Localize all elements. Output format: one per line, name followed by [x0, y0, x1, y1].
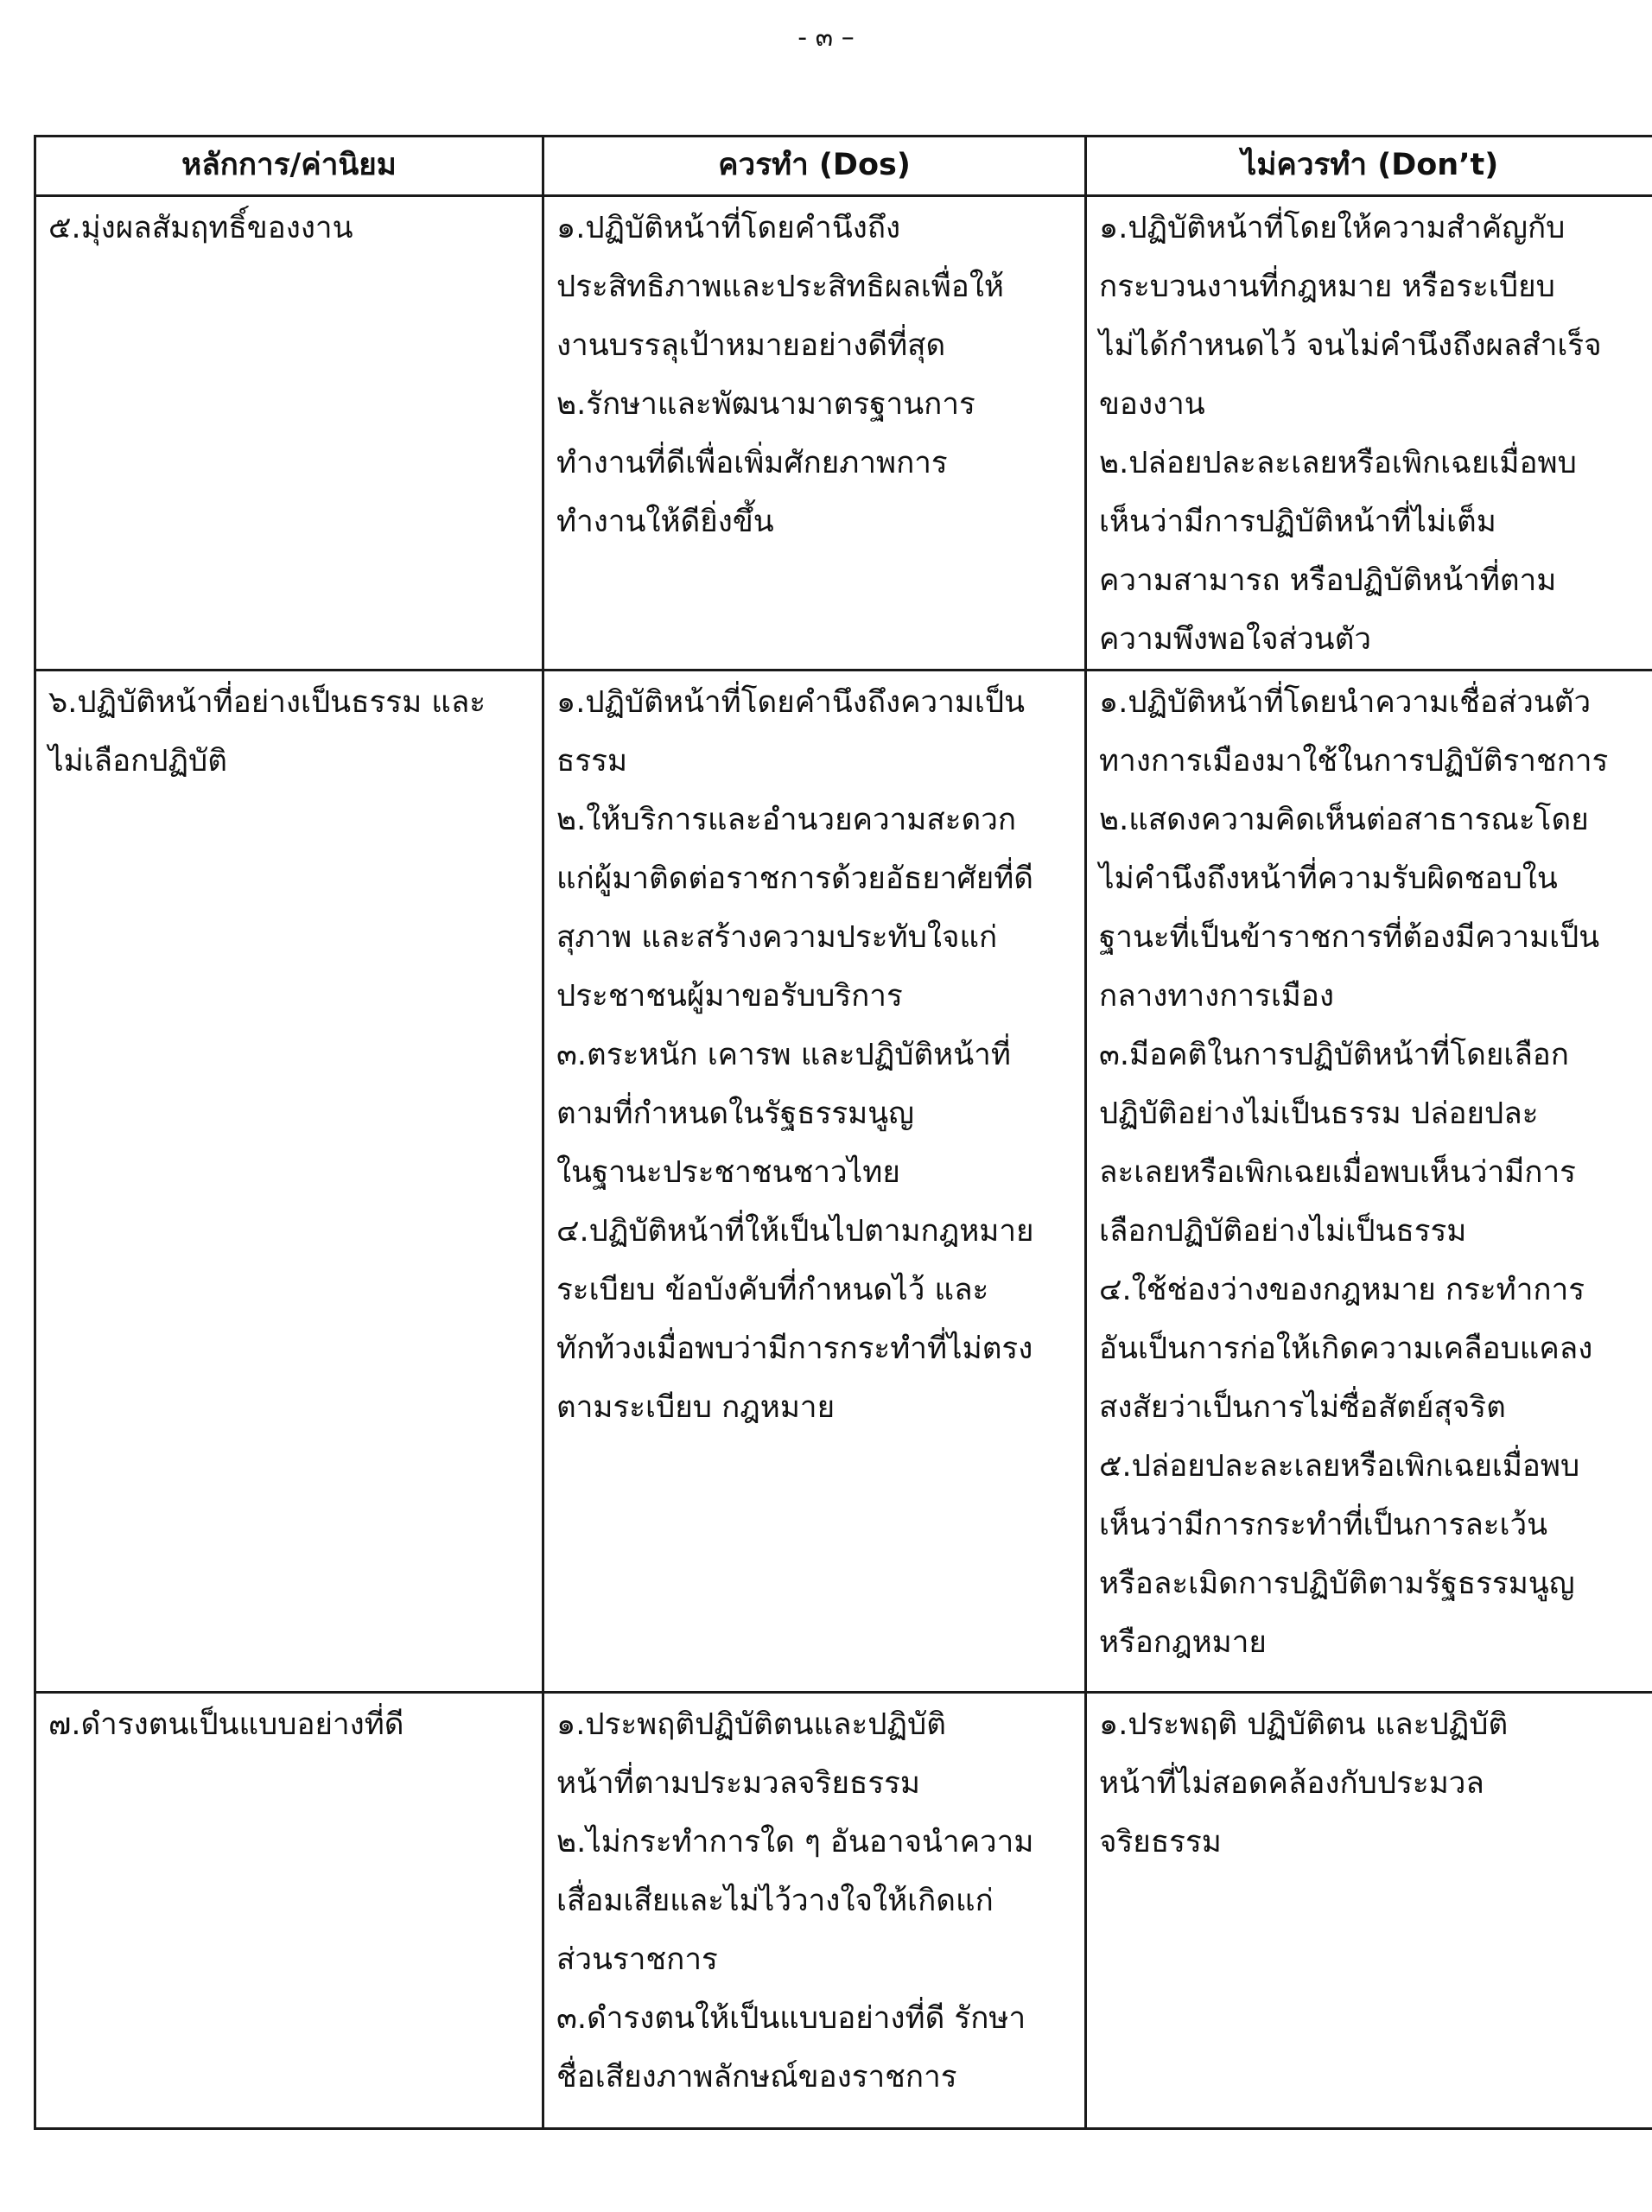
donts-line: กระบวนงานที่กฎหมาย หรือระเบียบ: [1099, 270, 1555, 304]
dos-line: ทักท้วงเมื่อพบว่ามีการกระทำที่ไม่ตรง: [556, 1332, 1033, 1366]
dos-line: ส่วนราชการ: [556, 1942, 718, 1977]
dos-line: ในฐานะประชาชนชาวไทย: [556, 1155, 900, 1190]
donts-line: สงสัยว่าเป็นการไม่ซื่อสัตย์สุจริต: [1099, 1390, 1506, 1425]
donts-line: ๑.ปฏิบัติหน้าที่โดยให้ความสำคัญกับ: [1099, 211, 1566, 245]
donts-cell: [1086, 1693, 1652, 2129]
dos-line: ๒.ให้บริการและอำนวยความสะดวก: [556, 803, 1017, 837]
donts-line: หน้าที่ไม่สอดคล้องกับประมวล: [1099, 1766, 1484, 1801]
dos-line: ตามที่กำหนดในรัฐธรรมนูญ: [556, 1096, 915, 1131]
donts-line: เห็นว่ามีการปฏิบัติหน้าที่ไม่เต็ม: [1099, 505, 1496, 539]
dos-line: ทำงานให้ดียิ่งขึ้น: [556, 505, 774, 539]
donts-cell: [1086, 671, 1652, 1693]
dos-line: ๒.ไม่กระทำการใด ๆ อันอาจนำความ: [556, 1825, 1034, 1859]
dos-cell: [543, 1693, 1086, 2129]
dos-line: ประชาชนผู้มาขอรับบริการ: [556, 979, 903, 1014]
donts-line: จริยธรรม: [1099, 1825, 1222, 1859]
donts-line: ปฏิบัติอย่างไม่เป็นธรรม ปล่อยปละ: [1099, 1096, 1539, 1131]
donts-line: ๑.ปฏิบัติหน้าที่โดยนำความเชื่อส่วนตัว: [1099, 685, 1592, 720]
donts-line: หรือละเมิดการปฏิบัติตามรัฐธรรมนูญ: [1099, 1567, 1575, 1601]
principle-cell: [35, 196, 543, 671]
donts-line: ของงาน: [1099, 387, 1205, 422]
principle-cell: [35, 671, 543, 1693]
principle-line: ๗.ดำรงตนเป็นแบบอย่างที่ดี: [48, 1707, 404, 1742]
donts-line: หรือกฎหมาย: [1099, 1625, 1267, 1660]
dos-line: ๑.ปฏิบัติหน้าที่โดยคำนึงถึงความเป็น: [556, 685, 1026, 720]
donts-line: เลือกปฏิบัติอย่างไม่เป็นธรรม: [1099, 1214, 1467, 1249]
dos-line: ๓.ดำรงตนให้เป็นแบบอย่างที่ดี รักษา: [556, 2001, 1026, 2036]
principle-line: ๕.มุ่งผลสัมฤทธิ์ของงาน: [48, 211, 353, 245]
dos-cell: [543, 671, 1086, 1693]
dos-line: ๑.ปฏิบัติหน้าที่โดยคำนึงถึง: [556, 211, 901, 245]
dos-line: สุภาพ และสร้างความประทับใจแก่: [556, 920, 998, 955]
dos-line: ๒.รักษาและพัฒนามาตรฐานการ: [556, 387, 975, 422]
principle-line: ๖.ปฏิบัติหน้าที่อย่างเป็นธรรม และ: [48, 685, 486, 720]
table-row: [35, 196, 1652, 671]
dos-line: แก่ผู้มาติดต่อราชการด้วยอัธยาศัยที่ดี: [556, 861, 1034, 896]
donts-line: ความสามารถ หรือปฏิบัติหน้าที่ตาม: [1099, 563, 1557, 598]
donts-line: ๒.แสดงความคิดเห็นต่อสาธารณะโดย: [1099, 803, 1589, 837]
page-number: - ๓ –: [797, 22, 855, 53]
dos-line: ชื่อเสียงภาพลักษณ์ของราชการ: [556, 2060, 957, 2094]
dos-line: ประสิทธิภาพและประสิทธิผลเพื่อให้: [556, 270, 1004, 304]
dos-line: ๔.ปฏิบัติหน้าที่ให้เป็นไปตามกฎหมาย: [556, 1214, 1034, 1249]
donts-line: ๓.มีอคติในการปฏิบัติหน้าที่โดยเลือก: [1099, 1038, 1569, 1072]
dos-line: ๓.ตระหนัก เคารพ และปฏิบัติหน้าที่: [556, 1038, 1011, 1072]
donts-line: ฐานะที่เป็นข้าราชการที่ต้องมีความเป็น: [1099, 920, 1600, 955]
header-donts: ไม่ควรทำ (Don’t): [1086, 137, 1652, 196]
donts-line: ๑.ประพฤติ ปฏิบัติตน และปฏิบัติ: [1099, 1707, 1509, 1742]
donts-line: ๒.ปล่อยปละละเลยหรือเพิกเฉยเมื่อพบ: [1099, 446, 1577, 480]
dos-line: หน้าที่ตามประมวลจริยธรรม: [556, 1766, 921, 1801]
dos-line: ๑.ประพฤติปฏิบัติตนและปฏิบัติ: [556, 1707, 946, 1742]
principle-cell: [35, 1693, 543, 2129]
donts-line: ๔.ใช้ช่องว่างของกฎหมาย กระทำการ: [1099, 1273, 1585, 1307]
donts-line: ๕.ปล่อยปละละเลยหรือเพิกเฉยเมื่อพบ: [1099, 1449, 1580, 1484]
header-principle: หลักการ/ค่านิยม: [35, 137, 543, 196]
donts-line: ไม่ได้กำหนดไว้ จนไม่คำนึงถึงผลสำเร็จ: [1099, 328, 1602, 363]
principle-line: ไม่เลือกปฏิบัติ: [48, 744, 227, 779]
dos-line: งานบรรลุเป้าหมายอย่างดีที่สุด: [556, 328, 946, 363]
dos-donts-table: [34, 135, 1652, 2130]
table-row: [35, 1693, 1652, 2129]
donts-line: ทางการเมืองมาใช้ในการปฏิบัติราชการ: [1099, 744, 1609, 779]
dos-line: ระเบียบ ข้อบังคับที่กำหนดไว้ และ: [556, 1273, 989, 1307]
header-dos: ควรทำ (Dos): [543, 137, 1086, 196]
dos-cell: [543, 196, 1086, 671]
donts-line: อันเป็นการก่อให้เกิดความเคลือบแคลง: [1099, 1332, 1593, 1366]
table-header-row: [35, 137, 1652, 196]
donts-line: เห็นว่ามีการกระทำที่เป็นการละเว้น: [1099, 1508, 1548, 1542]
donts-line: ความพึงพอใจส่วนตัว: [1099, 622, 1371, 657]
table-row: [35, 671, 1652, 1693]
dos-line: ธรรม: [556, 744, 628, 779]
donts-cell: [1086, 196, 1652, 671]
donts-line: กลางทางการเมือง: [1099, 979, 1334, 1014]
donts-line: ละเลยหรือเพิกเฉยเมื่อพบเห็นว่ามีการ: [1099, 1155, 1576, 1190]
dos-line: ตามระเบียบ กฎหมาย: [556, 1390, 836, 1425]
dos-line: ทำงานที่ดีเพื่อเพิ่มศักยภาพการ: [556, 446, 948, 480]
dos-line: เสื่อมเสียและไม่ไว้วางใจให้เกิดแก่: [556, 1884, 994, 1918]
donts-line: ไม่คำนึงถึงหน้าที่ความรับผิดชอบใน: [1099, 861, 1558, 896]
